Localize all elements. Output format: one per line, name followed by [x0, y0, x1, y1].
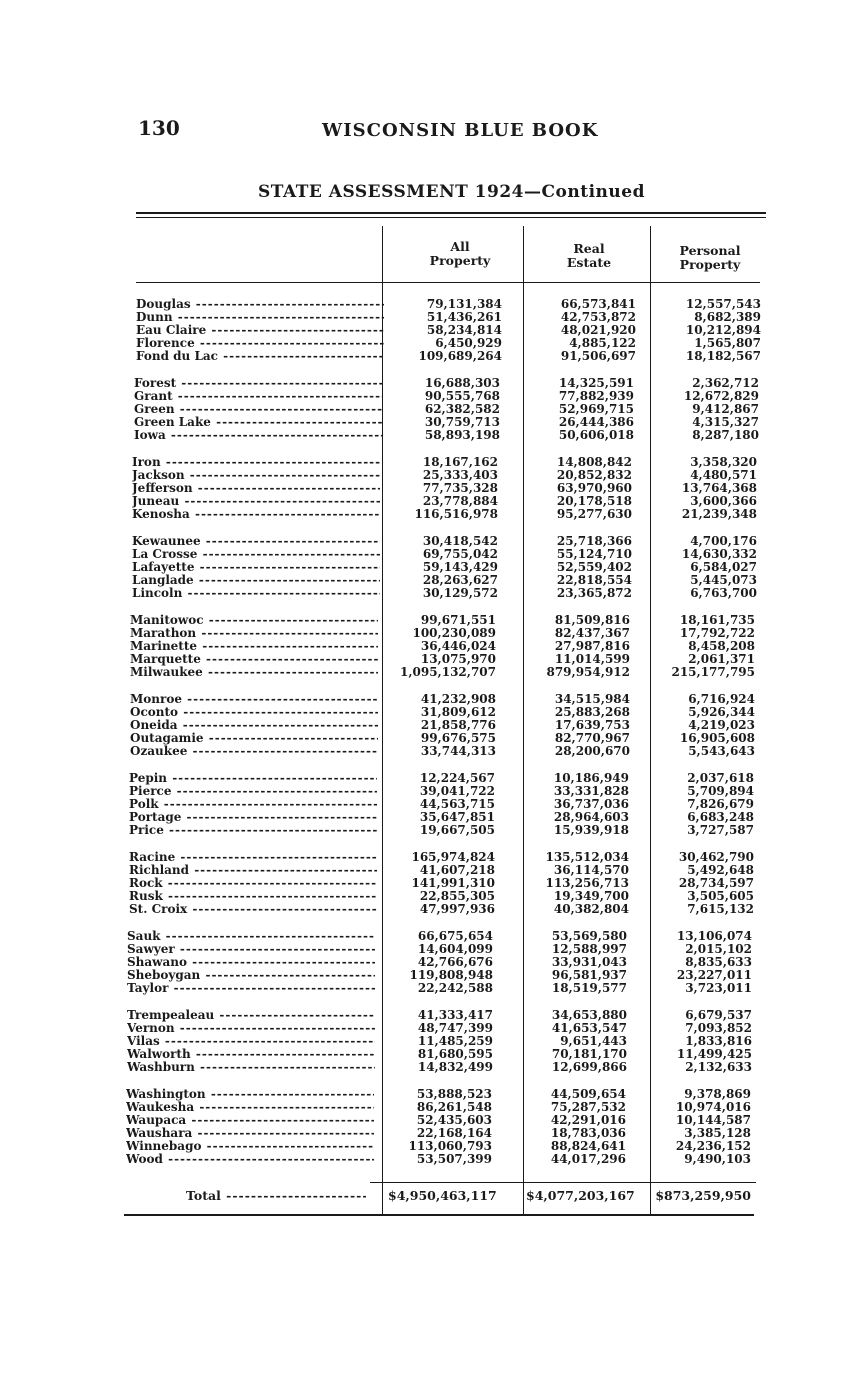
all-property-value: 100,230,089: [412, 626, 496, 640]
real-estate-value: 33,931,043: [551, 955, 627, 969]
real-estate-value: 9,651,443: [560, 1034, 627, 1048]
real-estate-value: 75,287,532: [550, 1100, 626, 1114]
personal-property-value: 17,792,722: [679, 626, 755, 640]
table-row: [132, 587, 764, 600]
all-property-value: 18,167,162: [422, 455, 498, 469]
real-estate-value: 52,559,402: [556, 560, 632, 574]
all-property-value: 25,333,403: [422, 468, 498, 482]
real-estate-value: 14,325,591: [558, 376, 634, 390]
all-property-value: 44,563,715: [419, 797, 495, 811]
personal-property-value: 6,584,027: [690, 560, 757, 574]
real-estate-value: 23,365,872: [556, 586, 632, 600]
all-property-value: 19,667,505: [419, 823, 495, 837]
all-property-value: 58,234,814: [426, 323, 502, 337]
county-name: Wood -----: [126, 1153, 374, 1166]
real-estate-value: 25,718,366: [556, 534, 632, 548]
real-estate-value: 44,017,296: [550, 1152, 626, 1166]
all-property-value: 21,858,776: [420, 718, 496, 732]
county-name: Marathon -----: [130, 627, 378, 640]
all-property-value: 42,766,676: [417, 955, 493, 969]
column-head-personal-property: Personal Property: [679, 243, 741, 272]
personal-property-value: 5,543,643: [688, 744, 755, 758]
county-name: Polk -----: [129, 798, 377, 811]
all-property-value: 30,129,572: [422, 586, 498, 600]
real-estate-value: 18,519,577: [551, 981, 627, 995]
county-group: [132, 535, 764, 600]
real-estate-value: 15,939,918: [553, 823, 629, 837]
real-estate-value: 41,653,547: [551, 1021, 627, 1035]
county-name: Vernon -----: [127, 1022, 375, 1035]
real-estate-value: 52,969,715: [558, 402, 634, 416]
total-row: [126, 1188, 758, 1204]
all-property-value: 22,855,305: [419, 889, 495, 903]
personal-property-value: 5,445,073: [690, 573, 757, 587]
personal-property-value: 5,492,648: [687, 863, 754, 877]
county-name: Monroe -----: [130, 693, 378, 706]
personal-property-value: 13,764,368: [681, 481, 757, 495]
real-estate-value: 11,014,599: [554, 652, 630, 666]
personal-property-value: 3,727,587: [687, 823, 754, 837]
county-name: Florence -----: [136, 337, 384, 350]
county-name: Portage -----: [129, 811, 377, 824]
county-name: Price -----: [129, 824, 377, 837]
personal-property-value: 21,239,348: [681, 507, 757, 521]
all-property-value: 48,747,399: [417, 1021, 493, 1035]
all-property-value: 22,168,164: [416, 1126, 492, 1140]
table-title: STATE ASSESSMENT 1924—Continued: [258, 182, 645, 202]
county-name: Sauk -----: [127, 930, 375, 943]
personal-property-value: 16,905,608: [679, 731, 755, 745]
real-estate-value: 34,653,880: [551, 1008, 627, 1022]
county-name: St. Croix -----: [129, 903, 377, 916]
real-estate-value: 135,512,034: [545, 850, 629, 864]
county-name: Rock -----: [129, 877, 377, 890]
county-name: Sawyer -----: [127, 943, 375, 956]
all-property-value: 51,436,261: [426, 310, 502, 324]
county-name: Langlade -----: [132, 574, 380, 587]
county-group: [132, 456, 764, 521]
county-name: Green -----: [134, 403, 382, 416]
all-property-value: 62,382,582: [424, 402, 500, 416]
personal-property-value: 18,182,567: [685, 349, 761, 363]
real-estate-value: 36,737,036: [553, 797, 629, 811]
personal-property-value: 8,682,389: [694, 310, 761, 324]
county-name: Oneida -----: [130, 719, 378, 732]
personal-property-value: 4,219,023: [688, 718, 755, 732]
county-name: Waukesha -----: [126, 1101, 374, 1114]
personal-property-value: 2,037,618: [687, 771, 754, 785]
table-row: [129, 824, 761, 837]
all-property-value: 53,507,399: [416, 1152, 492, 1166]
personal-property-value: 1,565,807: [694, 336, 761, 350]
county-name: Juneau -----: [132, 495, 380, 508]
county-name: Iron -----: [132, 456, 380, 469]
real-estate-value: 48,021,920: [560, 323, 636, 337]
county-name: Vilas -----: [127, 1035, 375, 1048]
county-name: Forest -----: [134, 377, 382, 390]
all-property-value: 1,095,132,707: [399, 665, 496, 679]
county-name: Waupaca -----: [126, 1114, 374, 1127]
county-name: Washington -----: [126, 1088, 374, 1101]
real-estate-value: 81,509,816: [554, 613, 630, 627]
real-estate-value: 88,824,641: [550, 1139, 626, 1153]
table-row: [134, 429, 766, 442]
real-estate-value: 44,509,654: [550, 1087, 626, 1101]
personal-property-value: 4,480,571: [690, 468, 757, 482]
personal-property-value: 10,144,587: [675, 1113, 751, 1127]
county-name: Dunn -----: [136, 311, 384, 324]
all-property-value: 47,997,936: [419, 902, 495, 916]
county-name: Green Lake -----: [134, 416, 382, 429]
county-name: Iowa -----: [134, 429, 382, 442]
county-name: Pierce -----: [129, 785, 377, 798]
personal-property-value: 8,835,633: [685, 955, 752, 969]
county-name: Walworth -----: [127, 1048, 375, 1061]
personal-property-value: 12,672,829: [683, 389, 759, 403]
county-group: [130, 614, 762, 679]
county-name: Grant -----: [134, 390, 382, 403]
real-estate-value: 66,573,841: [560, 297, 636, 311]
county-name: Lincoln -----: [132, 587, 380, 600]
real-estate-value: 20,178,518: [556, 494, 632, 508]
personal-property-value: 2,362,712: [692, 376, 759, 390]
personal-property-value: 7,093,852: [685, 1021, 752, 1035]
personal-property-value: 30,462,790: [678, 850, 754, 864]
all-property-value: 113,060,793: [408, 1139, 492, 1153]
table-row: [132, 508, 764, 521]
personal-property-value: 8,287,180: [692, 428, 759, 442]
personal-property-value: 3,723,011: [685, 981, 752, 995]
county-name: Marinette -----: [130, 640, 378, 653]
real-estate-value: 82,437,367: [554, 626, 630, 640]
column-head-real-estate: Real Estate: [566, 241, 612, 270]
total-real-estate: $4,077,203,167: [526, 1188, 635, 1203]
personal-property-value: 9,412,867: [692, 402, 759, 416]
real-estate-value: 22,818,554: [556, 573, 632, 587]
all-property-value: 119,808,948: [409, 968, 493, 982]
county-name: Trempealeau -----: [127, 1009, 375, 1022]
personal-property-value: 14,630,332: [681, 547, 757, 561]
county-group: [134, 377, 766, 442]
all-property-value: 41,232,908: [420, 692, 496, 706]
all-property-value: 79,131,384: [426, 297, 502, 311]
real-estate-value: 42,753,872: [560, 310, 636, 324]
personal-property-value: 11,499,425: [676, 1047, 752, 1061]
all-property-value: 35,647,851: [419, 810, 495, 824]
top-rule-second: [136, 217, 766, 218]
real-estate-value: 17,639,753: [554, 718, 630, 732]
real-estate-value: 82,770,967: [554, 731, 630, 745]
personal-property-value: 9,490,103: [684, 1152, 751, 1166]
county-name: Winnebago -----: [126, 1140, 374, 1153]
county-name: Eau Claire -----: [136, 324, 384, 337]
real-estate-value: 70,181,170: [551, 1047, 627, 1061]
real-estate-value: 4,885,122: [569, 336, 636, 350]
county-group: [127, 930, 759, 995]
county-name: Washburn -----: [127, 1061, 375, 1074]
county-name: Kenosha -----: [132, 508, 380, 521]
real-estate-value: 113,256,713: [545, 876, 629, 890]
all-property-value: 90,555,768: [424, 389, 500, 403]
table-row: [130, 745, 762, 758]
county-name: Richland -----: [129, 864, 377, 877]
real-estate-value: 42,291,016: [550, 1113, 626, 1127]
personal-property-value: 2,015,102: [685, 942, 752, 956]
personal-property-value: 3,505,605: [687, 889, 754, 903]
county-name: Taylor -----: [127, 982, 375, 995]
table-row: [130, 666, 762, 679]
all-property-value: 16,688,303: [424, 376, 500, 390]
real-estate-value: 12,699,866: [551, 1060, 627, 1074]
county-name: Jackson -----: [132, 469, 380, 482]
county-name: Pepin -----: [129, 772, 377, 785]
real-estate-value: 19,349,700: [553, 889, 629, 903]
personal-property-value: 8,458,208: [688, 639, 755, 653]
personal-property-value: 12,557,543: [685, 297, 761, 311]
all-property-value: 39,041,722: [419, 784, 495, 798]
total-all-property: $4,950,463,117: [388, 1188, 497, 1203]
personal-property-value: 18,161,735: [679, 613, 755, 627]
all-property-value: 99,676,575: [420, 731, 496, 745]
all-property-value: 31,809,612: [420, 705, 496, 719]
personal-property-value: 4,315,327: [692, 415, 759, 429]
personal-property-value: 6,683,248: [687, 810, 754, 824]
county-name: Manitowoc -----: [130, 614, 378, 627]
real-estate-value: 77,882,939: [558, 389, 634, 403]
county-name: Marquette -----: [130, 653, 378, 666]
all-property-value: 14,832,499: [417, 1060, 493, 1074]
county-group: [129, 851, 761, 916]
county-name: Kewaunee -----: [132, 535, 380, 548]
real-estate-value: 34,515,984: [554, 692, 630, 706]
personal-property-value: 3,358,320: [690, 455, 757, 469]
table-row: [126, 1153, 758, 1166]
real-estate-value: 96,581,937: [551, 968, 627, 982]
real-estate-value: 27,987,816: [554, 639, 630, 653]
bottom-rule: [124, 1214, 754, 1216]
real-estate-value: 26,444,386: [558, 415, 634, 429]
real-estate-value: 879,954,912: [546, 665, 630, 679]
header-rule: [136, 282, 760, 283]
all-property-value: 22,242,588: [417, 981, 493, 995]
total-label: Total -----: [186, 1188, 366, 1203]
column-head-all-property: All Property: [429, 239, 491, 268]
personal-property-value: 23,227,011: [676, 968, 752, 982]
page-number: 130: [138, 116, 180, 140]
county-name: Rusk -----: [129, 890, 377, 903]
county-group: [136, 298, 768, 363]
real-estate-value: 12,588,997: [551, 942, 627, 956]
real-estate-value: 91,506,697: [560, 349, 636, 363]
all-property-value: 69,755,042: [422, 547, 498, 561]
all-property-value: 14,604,099: [417, 942, 493, 956]
personal-property-value: 6,716,924: [688, 692, 755, 706]
real-estate-value: 25,883,268: [554, 705, 630, 719]
all-property-value: 58,893,198: [424, 428, 500, 442]
table-row: [127, 982, 759, 995]
county-name: Racine -----: [129, 851, 377, 864]
top-rule: [136, 212, 766, 214]
personal-property-value: 215,177,795: [671, 665, 755, 679]
personal-property-value: 4,700,176: [690, 534, 757, 548]
real-estate-value: 36,114,570: [553, 863, 629, 877]
total-personal-property: $873,259,950: [655, 1188, 751, 1203]
all-property-value: 99,671,551: [420, 613, 496, 627]
personal-property-value: 3,600,366: [690, 494, 757, 508]
real-estate-value: 14,808,842: [556, 455, 632, 469]
all-property-value: 141,991,310: [411, 876, 495, 890]
all-property-value: 59,143,429: [422, 560, 498, 574]
real-estate-value: 63,970,960: [556, 481, 632, 495]
all-property-value: 77,735,328: [422, 481, 498, 495]
personal-property-value: 6,679,537: [685, 1008, 752, 1022]
all-property-value: 66,675,654: [417, 929, 493, 943]
all-property-value: 52,435,603: [416, 1113, 492, 1127]
real-estate-value: 20,852,832: [556, 468, 632, 482]
all-property-value: 11,485,259: [417, 1034, 493, 1048]
all-property-value: 33,744,313: [420, 744, 496, 758]
county-name: Outagamie -----: [130, 732, 378, 745]
all-property-value: 12,224,567: [419, 771, 495, 785]
county-name: Shawano -----: [127, 956, 375, 969]
all-property-value: 30,759,713: [424, 415, 500, 429]
county-group: [126, 1088, 758, 1166]
county-name: La Crosse -----: [132, 548, 380, 561]
all-property-value: 86,261,548: [416, 1100, 492, 1114]
running-head: WISCONSIN BLUE BOOK: [322, 120, 599, 141]
real-estate-value: 53,569,580: [551, 929, 627, 943]
personal-property-value: 2,132,633: [685, 1060, 752, 1074]
county-group: [130, 693, 762, 758]
county-group: [129, 772, 761, 837]
all-property-value: 41,607,218: [419, 863, 495, 877]
personal-property-value: 28,734,597: [678, 876, 754, 890]
personal-property-value: 7,615,132: [687, 902, 754, 916]
county-name: Jefferson -----: [132, 482, 380, 495]
all-property-value: 53,888,523: [416, 1087, 492, 1101]
all-property-value: 165,974,824: [411, 850, 495, 864]
real-estate-value: 28,964,603: [553, 810, 629, 824]
all-property-value: 109,689,264: [418, 349, 502, 363]
personal-property-value: 5,709,894: [687, 784, 754, 798]
real-estate-value: 28,200,670: [554, 744, 630, 758]
real-estate-value: 33,331,828: [553, 784, 629, 798]
personal-property-value: 10,212,894: [685, 323, 761, 337]
county-group: [127, 1009, 759, 1074]
county-name: Ozaukee -----: [130, 745, 378, 758]
county-name: Milwaukee -----: [130, 666, 378, 679]
personal-property-value: 1,833,816: [685, 1034, 752, 1048]
all-property-value: 116,516,978: [414, 507, 498, 521]
personal-property-value: 9,378,869: [684, 1087, 751, 1101]
county-name: Oconto -----: [130, 706, 378, 719]
personal-property-value: 6,763,700: [690, 586, 757, 600]
real-estate-value: 50,606,018: [558, 428, 634, 442]
personal-property-value: 2,061,371: [688, 652, 755, 666]
all-property-value: 41,333,417: [417, 1008, 493, 1022]
table-row: [127, 1061, 759, 1074]
all-property-value: 28,263,627: [422, 573, 498, 587]
county-name: Sheboygan -----: [127, 969, 375, 982]
personal-property-value: 3,385,128: [684, 1126, 751, 1140]
personal-property-value: 24,236,152: [675, 1139, 751, 1153]
real-estate-value: 10,186,949: [553, 771, 629, 785]
all-property-value: 13,075,970: [420, 652, 496, 666]
county-name: Douglas -----: [136, 298, 384, 311]
all-property-value: 36,446,024: [420, 639, 496, 653]
total-rule-top: [370, 1182, 756, 1183]
real-estate-value: 95,277,630: [556, 507, 632, 521]
county-name: Lafayette -----: [132, 561, 380, 574]
table-row: [136, 350, 768, 363]
all-property-value: 6,450,929: [435, 336, 502, 350]
all-property-value: 23,778,884: [422, 494, 498, 508]
personal-property-value: 7,826,679: [687, 797, 754, 811]
real-estate-value: 18,783,036: [550, 1126, 626, 1140]
personal-property-value: 5,926,344: [688, 705, 755, 719]
all-property-value: 81,680,595: [417, 1047, 493, 1061]
county-name: Waushara -----: [126, 1127, 374, 1140]
real-estate-value: 40,382,804: [553, 902, 629, 916]
all-property-value: 30,418,542: [422, 534, 498, 548]
county-name: Fond du Lac -----: [136, 350, 384, 363]
personal-property-value: 13,106,074: [676, 929, 752, 943]
real-estate-value: 55,124,710: [556, 547, 632, 561]
personal-property-value: 10,974,016: [675, 1100, 751, 1114]
table-row: [129, 903, 761, 916]
